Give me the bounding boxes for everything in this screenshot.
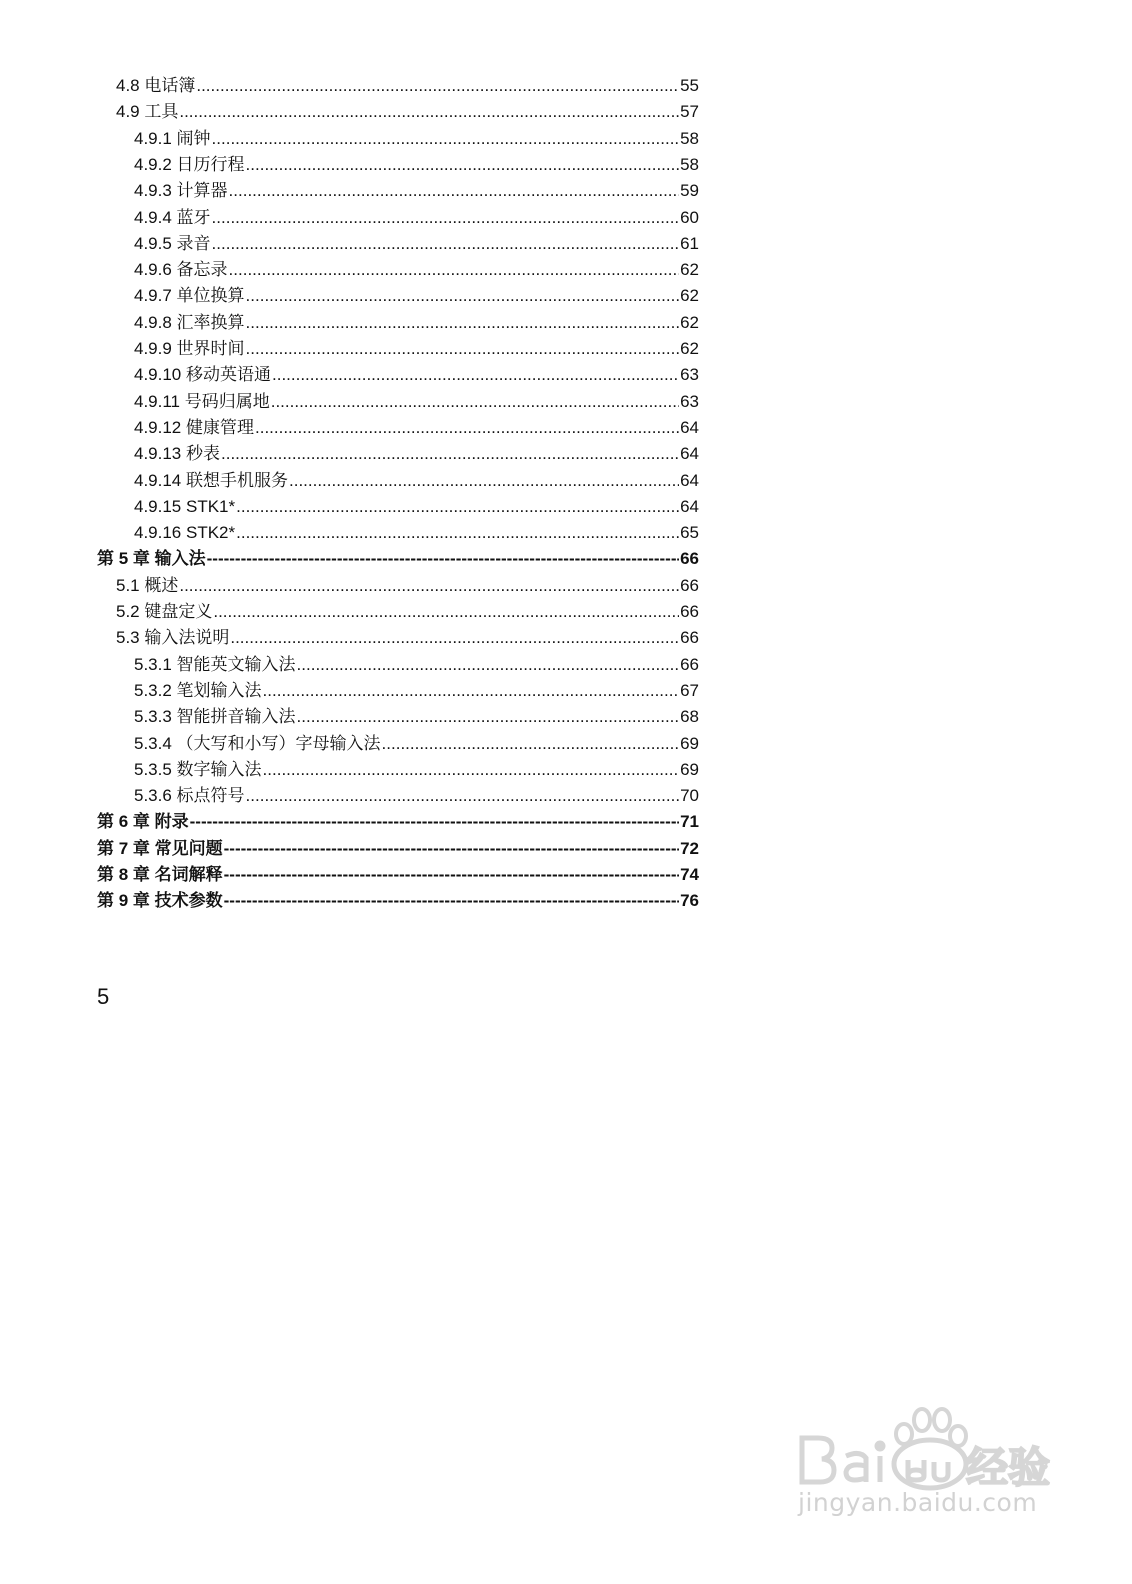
toc-leader (212, 231, 680, 257)
toc-leader (190, 809, 679, 835)
baidu-logo-watermark (790, 1400, 1070, 1500)
toc-entry-page: 58 (680, 154, 699, 174)
toc-entry-label: 4.9.8 汇率换算 (134, 312, 245, 332)
toc-entry-page: 60 (680, 207, 699, 227)
toc-entry[interactable] (134, 178, 699, 204)
toc-entry[interactable] (134, 126, 699, 152)
toc-entry-label: 4.9.9 世界时间 (134, 339, 245, 358)
toc-entry-label: 4.9.6 备忘录 (134, 260, 228, 280)
toc-entry-page: 59 (680, 181, 699, 201)
toc-leader (246, 336, 680, 362)
svg-text:经验: 经验 (966, 1443, 1051, 1492)
toc-entry[interactable] (134, 783, 699, 809)
page-number: 5 (97, 984, 110, 1009)
toc-entry-label: 5.3.6 标点符号 (134, 786, 245, 806)
toc-entry-label: 5.3 输入法说明 (116, 628, 230, 648)
toc-entry-label: 5.3.5 数字输入法 (134, 759, 262, 779)
toc-entry[interactable] (134, 441, 699, 467)
toc-leader (297, 704, 680, 730)
toc-entry-page: 64 (680, 470, 699, 490)
toc-entry-label: 4.9.15 STK1* (134, 496, 236, 516)
toc-entry-page: 62 (680, 312, 699, 332)
toc-entry-page: 70 (680, 786, 699, 806)
toc-entry[interactable] (134, 494, 699, 520)
toc-entry[interactable] (116, 599, 699, 625)
toc-entry-page: 63 (680, 365, 699, 385)
toc-entry[interactable] (134, 415, 699, 441)
toc-entry[interactable] (134, 731, 699, 757)
toc-entry-label: 4.9.13 秒表 (134, 444, 220, 464)
toc-entry[interactable] (134, 520, 699, 546)
toc-entry-page: 72 (680, 838, 699, 858)
toc-entry-label: 4.9.2 日历行程 (134, 154, 245, 174)
toc-entry[interactable] (134, 231, 699, 257)
toc-entry-label: 4.9.14 联想手机服务 (134, 470, 288, 490)
toc-entry-label: 4.9.7 单位换算 (134, 286, 245, 306)
toc-leader (229, 257, 680, 283)
toc-leader (207, 546, 679, 572)
toc-entry-page: 63 (680, 391, 699, 411)
toc-entry-label: 5.3.3 智能拼音输入法 (134, 707, 296, 727)
toc-entry-label: 5.3.1 智能英文输入法 (134, 654, 296, 674)
toc-leader (196, 73, 679, 99)
toc-leader (230, 625, 679, 651)
toc-entry-label: 4.9.11 号码归属地 (134, 391, 270, 411)
toc-leader (272, 362, 679, 388)
toc-entry-label: 5.3.4 （大写和小写）字母输入法 (134, 733, 381, 753)
toc-leader (382, 731, 680, 757)
toc-entry[interactable] (134, 757, 699, 783)
toc-entry-page: 71 (680, 812, 699, 832)
toc-leader (221, 441, 679, 467)
toc-entry-label: 4.8 电话簿 (116, 76, 196, 95)
toc-entry-page: 67 (680, 680, 699, 700)
toc-entry-page: 66 (680, 628, 699, 648)
toc-leader (224, 836, 679, 862)
toc-entry-label: 5.3.2 笔划输入法 (134, 680, 262, 700)
toc-entry[interactable] (134, 257, 699, 283)
toc-leader (289, 468, 679, 494)
toc-leader (179, 99, 679, 125)
toc-chapter-entry[interactable] (97, 546, 699, 572)
toc-entry-label: 第 6 章 附录 (97, 812, 189, 832)
toc-leader (212, 205, 680, 231)
toc-entry-label: 第 9 章 技术参数 (97, 891, 223, 911)
toc-leader (297, 652, 680, 678)
toc-entry-label: 5.2 键盘定义 (116, 602, 213, 621)
toc-entry-page: 65 (680, 523, 699, 543)
toc-leader (246, 783, 680, 809)
toc-entry-page: 66 (680, 654, 699, 674)
toc-leader (271, 389, 679, 415)
toc-entry-page: 64 (680, 444, 699, 464)
toc-entry-label: 4.9.1 闹钟 (134, 128, 211, 148)
toc-leader (263, 678, 680, 704)
toc-entry-label: 4.9.10 移动英语通 (134, 365, 271, 385)
toc-leader (179, 573, 679, 599)
toc-entry[interactable] (116, 625, 699, 651)
toc-entry-page: 76 (680, 891, 699, 911)
toc-entry[interactable] (134, 152, 699, 178)
toc-entry-label: 第 5 章 输入法 (97, 549, 206, 569)
toc-entry[interactable] (134, 336, 699, 362)
toc-leader (224, 888, 679, 914)
toc-entry-label: 4.9.4 蓝牙 (134, 207, 211, 227)
toc-entry-label: 5.1 概述 (116, 575, 179, 595)
toc-entry-page: 62 (680, 339, 699, 358)
toc-entry[interactable] (134, 652, 699, 678)
toc-entry-page: 58 (680, 128, 699, 148)
toc-entry[interactable] (134, 389, 699, 415)
toc-leader (229, 178, 680, 204)
baidu-jingyan-watermark (790, 1400, 1070, 1530)
toc-leader (212, 126, 680, 152)
toc-entry-page: 61 (680, 233, 699, 253)
toc-leader (255, 415, 679, 441)
toc-entry[interactable] (134, 283, 699, 309)
toc-entry-label: 4.9 工具 (116, 102, 179, 122)
toc-entry-label: 4.9.5 录音 (134, 233, 211, 253)
toc-entry-page: 69 (680, 733, 699, 753)
toc-entry-page: 55 (680, 76, 699, 95)
toc-entry-page: 62 (680, 286, 699, 306)
toc-leader (263, 757, 680, 783)
watermark-url: jingyan.baidu.com (798, 1488, 1038, 1517)
toc-entry-page: 74 (680, 865, 699, 884)
toc-chapter-entry[interactable] (97, 809, 699, 835)
toc-entry-page: 66 (680, 549, 699, 569)
toc-leader (246, 310, 680, 336)
toc-leader (224, 862, 679, 888)
toc-entry[interactable] (134, 362, 699, 388)
toc-leader (213, 599, 679, 625)
toc-entry[interactable] (116, 99, 699, 125)
toc-entry-label: 4.9.3 计算器 (134, 181, 228, 201)
toc-entry-page: 66 (680, 602, 699, 621)
toc-entry[interactable] (134, 310, 699, 336)
toc-chapter-entry[interactable] (97, 888, 699, 914)
toc-entry[interactable] (116, 573, 699, 599)
toc-entry-page: 68 (680, 707, 699, 727)
toc-entry[interactable] (134, 205, 699, 231)
toc-leader (246, 283, 680, 309)
toc-leader (236, 520, 679, 546)
toc-entry-page: 57 (680, 102, 699, 122)
toc-entry-label: 4.9.12 健康管理 (134, 417, 254, 437)
toc-entry-page: 64 (680, 417, 699, 437)
toc-entry[interactable] (134, 704, 699, 730)
toc-entry[interactable] (134, 468, 699, 494)
toc-entry[interactable] (116, 73, 699, 99)
toc-entry-page: 64 (680, 496, 699, 516)
toc-entry-label: 第 7 章 常见问题 (97, 838, 223, 858)
toc-leader (246, 152, 680, 178)
toc-entry-page: 66 (680, 575, 699, 595)
toc-chapter-entry[interactable] (97, 836, 699, 862)
toc-entry-page: 62 (680, 260, 699, 280)
toc-leader (236, 494, 679, 520)
toc-chapter-entry[interactable] (97, 862, 699, 888)
toc-entry-label: 第 8 章 名词解释 (97, 865, 223, 884)
toc-entry-label: 4.9.16 STK2* (134, 523, 236, 543)
toc-entry[interactable] (134, 678, 699, 704)
toc-entry-page: 69 (680, 759, 699, 779)
